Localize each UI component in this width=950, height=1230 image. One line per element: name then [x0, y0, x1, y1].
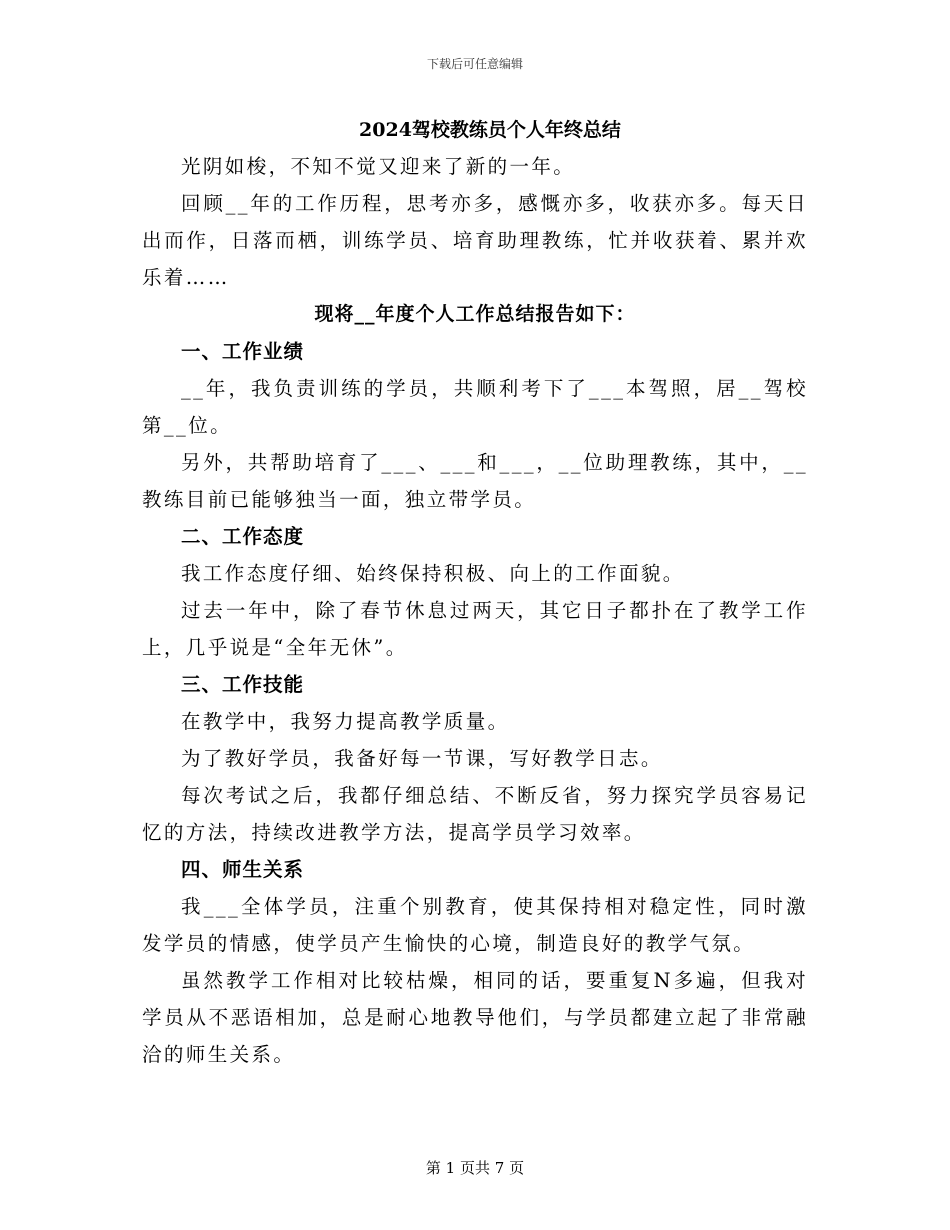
paragraph: 光阴如梭，不知不觉又迎来了新的一年。	[181, 155, 576, 178]
paragraph: 我___全体学员，注重个别教育，使其保持相对稳定性，同时激发学员的情感，使学员产生愉快的心境，制造良好的教学气氛。	[142, 895, 808, 955]
report-subtitle: 现将__年度个人工作总结报告如下：	[314, 303, 636, 325]
paragraph: 我工作态度仔细、始终保持积极、向上的工作面貌。	[181, 562, 685, 585]
page-footer: 第 1 页共 7 页	[425, 1159, 525, 1177]
paragraph: 为了教好学员，我备好每一节课，写好教学日志。	[181, 747, 663, 770]
paragraph: 另外，共帮助培育了___、___和___，__位助理教练，其中，__教练目前已能够独当一面，独立带学员。	[142, 451, 808, 511]
section-heading: 四、师生关系	[181, 858, 305, 881]
section-heading: 三、工作技能	[181, 673, 305, 696]
paragraph: __年，我负责训练的学员，共顺利考下了___本驾照，居__驾校第__位。	[142, 377, 808, 437]
section-heading: 二、工作态度	[181, 525, 305, 548]
page-header: 下载后可任意编辑	[426, 57, 523, 71]
section-heading: 一、工作业绩	[181, 340, 305, 363]
paragraph: 在教学中，我努力提高教学质量。	[181, 710, 510, 733]
paragraph: 回顾__年的工作历程，思考亦多，感慨亦多，收获亦多。每天日出而作，日落而栖，训练学员、培育助理教练，忙并收获着、累并欢乐着……	[142, 192, 808, 289]
paragraph: 虽然教学工作相对比较枯燥，相同的话，要重复N多遍，但我对学员从不恶语相加，总是耐心地教导他们，与学员都建立起了非常融洽的师生关系。	[142, 969, 808, 1066]
document-body	[142, 112, 808, 1073]
paragraph: 过去一年中，除了春节休息过两天，其它日子都扑在了教学工作上，几乎说是“全年无休”。	[142, 599, 808, 659]
paragraph: 每次考试之后，我都仔细总结、不断反省，努力探究学员容易记忆的方法，持续改进教学方法，提高学员学习效率。	[142, 784, 808, 844]
document-title: 2024驾校教练员个人年终总结	[359, 119, 621, 141]
